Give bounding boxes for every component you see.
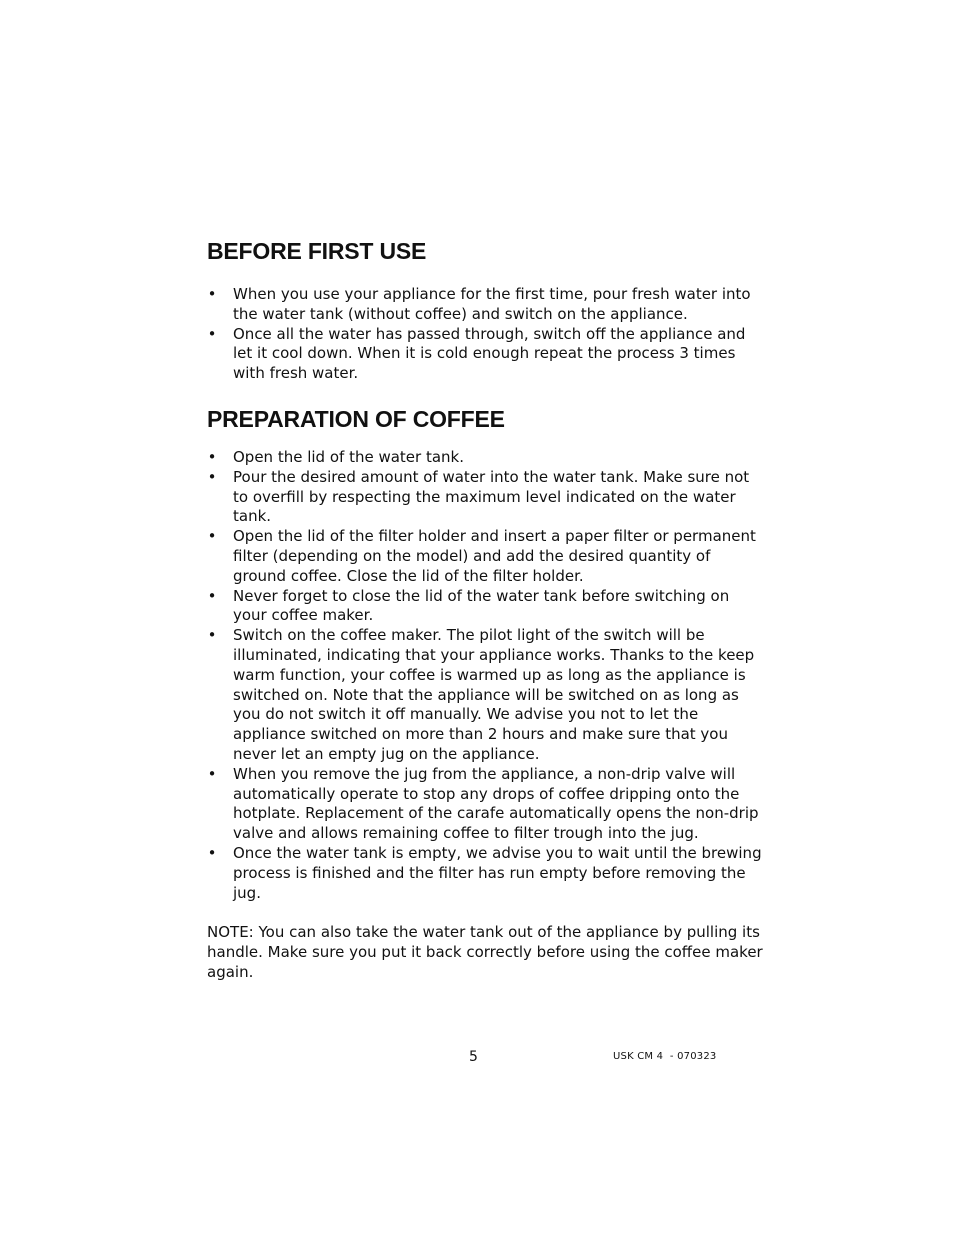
bullet-icon: •	[207, 764, 217, 783]
bullet-icon: •	[207, 843, 217, 862]
list-item: • When you remove the jug from the appliance, a non-drip valve will automatically operate to stop any drops of coffee dripping onto the hotplate. Replacement of the carafe automatically opens the non-drip valve and allows remaining coffee to filter trough into the jug.	[207, 764, 759, 843]
list-item: • Once the water tank is empty, we advise you to wait until the brewing process is finished and the filter has run empty before removing the jug.	[207, 843, 762, 902]
list-item: • Pour the desired amount of water into the water tank. Make sure not to overfill by respecting the maximum level indicated on the water tank.	[207, 467, 750, 526]
list-item: • Open the lid of the water tank.	[207, 447, 464, 466]
bullet-icon: •	[207, 447, 217, 466]
bullet-icon: •	[207, 285, 217, 303]
bullet-icon: •	[207, 467, 217, 486]
document-code: USK CM 4 - 070323	[613, 1051, 717, 1062]
note-paragraph: NOTE: You can also take the water tank out of the appliance by pulling its handle. Make sure you put it back correctly before using the coffee maker again.	[207, 923, 763, 981]
list-item: • Once all the water has passed through, switch off the appliance and let it cool down. When it is cold enough repeat the process 3 times with fresh water.	[207, 324, 746, 383]
bullet-icon: •	[207, 626, 217, 645]
section-heading-preparation-of-coffee: PREPARATION OF COFFEE	[207, 405, 505, 432]
bullet-icon: •	[207, 586, 217, 605]
preparation-list	[207, 448, 767, 903]
bullet-icon: •	[207, 527, 217, 546]
page-number: 5	[469, 1049, 478, 1065]
list-item: • When you use your appliance for the first time, pour fresh water into the water tank (without coffee) and switch on the appliance.	[207, 285, 751, 323]
before-first-use-list	[207, 285, 767, 384]
list-item: • Open the lid of the filter holder and insert a paper filter or permanent filter (depending on the model) and add the desired quantity of ground coffee. Close the lid of the filter holder.	[207, 527, 756, 585]
manual-page-content	[207, 238, 767, 998]
section-heading-before-first-use: BEFORE FIRST USE	[207, 238, 427, 264]
list-item: • Never forget to close the lid of the water tank before switching on your coffee maker.	[207, 586, 730, 625]
bullet-icon: •	[207, 324, 217, 343]
list-item: • Switch on the coffee maker. The pilot light of the switch will be illuminated, indicating that your appliance works. Thanks to the keep warm function, your coffee is warmed up as long as the appliance is switched on. Note that the appliance will be switched on as long as you do not switch it off manually. We advise you not to let the appliance switched on more than 2 hours and make sure that you never let an empty jug on the appliance.	[207, 626, 755, 763]
